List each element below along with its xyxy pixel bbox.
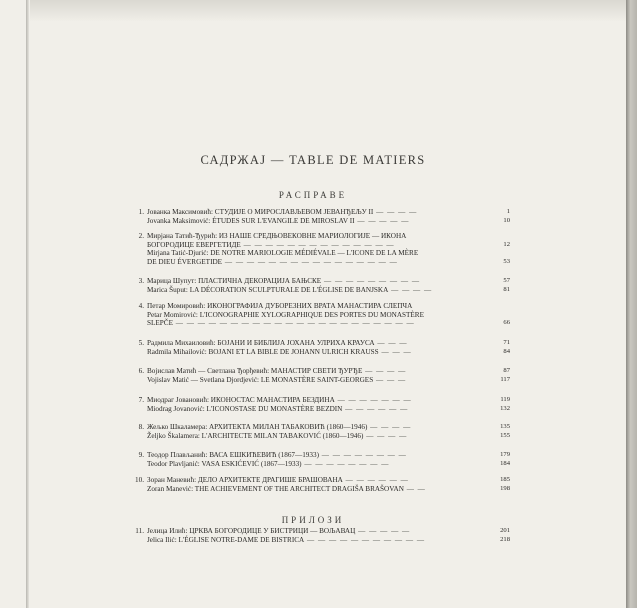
page-number: 71 xyxy=(503,339,510,346)
entry-text: Zoran Manević: THE ACHIEVEMENT OF THE ARCHITECT DRAGIŠA BRAŠOVAN — — xyxy=(147,484,426,493)
entry-number: 1. xyxy=(138,208,144,216)
leader-dashes: — — — — — — — xyxy=(334,396,412,404)
page-number: 132 xyxy=(500,404,510,412)
page-number: 198 xyxy=(500,484,510,492)
page-number: 184 xyxy=(500,459,510,467)
toc-entry xyxy=(135,451,510,468)
toc-line xyxy=(135,249,510,258)
entry-text: Миодраг Јовановић: ИКОНОСТАС МАНАСТИРА БЕЗДИНА — — — — — — — xyxy=(147,396,412,404)
toc-line xyxy=(135,339,510,348)
leader-dashes: — — — — — — — — — — — xyxy=(304,535,426,544)
entry-text: Мирјана Татић-Ђурић: ИЗ НАШЕ СРЕДЊОВЕКОВНЕ МАРИОЛОГИЈЕ — ИКОНА xyxy=(147,232,407,240)
toc-line xyxy=(135,302,510,311)
entry-text: Марица Шупут: ПЛАСТИЧНА ДЕКОРАЦИЈА БАЊСКЕ — — — — — — — — — xyxy=(147,277,421,285)
toc-line xyxy=(135,348,510,357)
toc-entry xyxy=(135,476,510,493)
toc-entry xyxy=(135,527,510,544)
toc-entry xyxy=(135,423,510,440)
toc-line xyxy=(135,432,510,441)
page-top-shadow xyxy=(30,0,626,22)
toc-entry xyxy=(135,302,510,328)
toc-line xyxy=(135,405,510,414)
leader-dashes: — — — xyxy=(373,375,407,384)
entry-text: Jovanka Maksimović: ÉTUDES SUR L'EVANGILE DE MIROSLAV II — — — — — xyxy=(147,216,410,225)
section-heading-articles: РАСПРАВЕ xyxy=(278,190,348,200)
entry-text: Marica Šuput: LA DÉCORATION SCULPTURALE DE L'ÉGLISE DE BANJSKA — — — — xyxy=(147,285,433,294)
toc-line xyxy=(135,286,510,295)
entry-number: 10. xyxy=(135,476,144,484)
page-number: 218 xyxy=(500,535,510,543)
leader-dashes: — — — — — xyxy=(355,527,411,535)
entry-number: 11. xyxy=(135,527,144,535)
toc-line xyxy=(135,527,510,536)
toc-line xyxy=(135,208,510,217)
page-number: 201 xyxy=(500,527,510,534)
entry-number: 2. xyxy=(138,232,144,240)
toc-line xyxy=(135,460,510,469)
entry-text: Petar Momirović: L'ICONOGRAPHIE XYLOGRAPHIQUE DES PORTES DU MONASTÈRE xyxy=(147,310,424,319)
page-number: 185 xyxy=(500,476,510,483)
entry-number: 8. xyxy=(138,423,144,431)
entry-text: Mirjana Tatić-Djurić: DE NOTRE MARIOLOGIE MÉDIÉVALE — L'ICONE DE LA MÈRE xyxy=(147,249,419,258)
toc-line xyxy=(135,232,510,241)
page-title: САДРЖАЈ — TABLE DE MATIERS xyxy=(200,153,426,167)
entry-text: Зоран Маневић: ДЕЛО АРХИТЕКТЕ ДРАГИШЕ БРАШОВАНА — — — — — — xyxy=(147,476,409,484)
page-number: 119 xyxy=(500,396,510,403)
page-number: 53 xyxy=(503,257,510,265)
toc-line xyxy=(135,367,510,376)
leader-dashes: — — — — — — xyxy=(342,404,409,413)
page-number: 1 xyxy=(506,208,510,215)
entry-number: 4. xyxy=(138,302,144,310)
leader-dashes: — — — xyxy=(374,339,408,347)
toc-line xyxy=(135,241,510,250)
toc-entry xyxy=(135,232,510,266)
toc-line xyxy=(135,476,510,485)
toc-line xyxy=(135,277,510,286)
entry-number: 6. xyxy=(138,367,144,375)
toc-entry xyxy=(135,339,510,356)
toc-line xyxy=(135,451,510,460)
toc-entry xyxy=(135,208,510,225)
toc-line xyxy=(135,485,510,494)
leader-dashes: — — — — xyxy=(363,431,408,440)
entry-text: Теодор Плављанић: ВАСА ЕШКИЋЕВИЋ (1867—1933) — — — — — — — — xyxy=(147,451,407,459)
toc-entry xyxy=(135,396,510,413)
entry-text: DE DIEU ÉVERGETIDE — — — — — — — — — — — — — — — — xyxy=(147,257,398,266)
entry-text: Jelica Ilić: L'ÉGLISE NOTRE-DAME DE BISTRICA — — — — — — — — — — — xyxy=(147,535,426,544)
page-number: 66 xyxy=(503,319,510,327)
page-number: 84 xyxy=(503,347,510,355)
toc-line xyxy=(135,311,510,320)
entry-text: Јованка Максимовић: СТУДИЈЕ О МИРОСЛАВЉЕВОМ ЈЕВАНЂЕЉУ II — — — — xyxy=(147,208,418,216)
entry-text: SLEPČE — — — — — — — — — — — — — — — — — — — — — — xyxy=(147,319,415,328)
leader-dashes: — — — — — — — — — — — — — — — — xyxy=(222,257,398,266)
leader-dashes: — — — — — — xyxy=(342,476,409,484)
page-number: 179 xyxy=(500,451,510,458)
page-number: 57 xyxy=(503,277,510,284)
toc-line xyxy=(135,423,510,432)
leader-dashes: — — — — xyxy=(362,367,407,375)
section-heading-appendix: ПРИЛОЗИ xyxy=(281,515,345,525)
entry-text: Radmila Mihailović: BOJANI ET LA BIBLE DE JOHANN ULRICH KRAUSS — — — xyxy=(147,347,412,356)
toc-line xyxy=(135,536,510,545)
entry-text: Željko Škalamera: L'ARCHITECTE MILAN TABAKOVIĆ (1860—1946) — — — — xyxy=(147,431,408,440)
leader-dashes: — — — — xyxy=(367,423,412,431)
toc-entry xyxy=(135,277,510,294)
entry-text: Радмила Михаиловић: БОЈАНИ И БИБЛИЈА ЈОХАНА УЛРИХА КРАУСА — — — xyxy=(147,339,408,347)
leader-dashes: — — — — — — — — xyxy=(301,459,390,468)
page-number: 155 xyxy=(500,431,510,439)
entry-text: Vojislav Matić — Svetlana Djordjević: LE MONASTÈRE SAINT-GEORGES — — — xyxy=(147,375,407,384)
page-number: 135 xyxy=(500,423,510,430)
entry-number: 7. xyxy=(138,396,144,404)
entry-text: Јелица Илић: ЦРКВА БОГОРОДИЦЕ У БИСТРИЦИ — ВОЉАВАЦ — — — — — xyxy=(147,527,411,535)
toc-line xyxy=(135,396,510,405)
entry-text: Петар Момировић: ИКОНОГРАФИЈА ДУБОРЕЗНИХ ВРАТА МАНАСТИРА СЛЕПЧА xyxy=(147,302,413,310)
entry-number: 3. xyxy=(138,277,144,285)
leader-dashes: — — — — — — — — xyxy=(318,451,407,459)
leader-dashes: — — — — — — — — — — — — — — xyxy=(240,240,395,249)
entry-text: Војислав Матић — Светлана Ђорђевић: МАНАСТИР СВЕТИ ЂУРЂЕ — — — — xyxy=(147,367,407,375)
leader-dashes: — — — xyxy=(378,347,412,356)
leader-dashes: — — — — xyxy=(373,208,418,216)
page-number: 87 xyxy=(503,367,510,374)
leader-dashes: — — — — — — — — — — — — — — — — — — — — — — xyxy=(172,319,415,328)
page-number: 117 xyxy=(500,375,510,383)
toc-line xyxy=(135,217,510,226)
entry-text: Жељко Шкаламера: АРХИТЕКТА МИЛАН ТАБАКОВИЋ (1860—1946) — — — — xyxy=(147,423,412,431)
entry-number: 9. xyxy=(138,451,144,459)
leader-dashes: — — — — — — — — — xyxy=(321,277,421,285)
toc-line xyxy=(135,258,510,267)
page-number: 81 xyxy=(503,285,510,293)
toc-line xyxy=(135,376,510,385)
entry-text: Miodrag Jovanović: L'ICONOSTASE DU MONASTÈRE BEZDIN — — — — — — xyxy=(147,404,409,413)
entry-text: Teodor Plavljanić: VASA ESKIĆEVIĆ (1867—1933) — — — — — — — — xyxy=(147,459,390,468)
leader-dashes: — — xyxy=(403,484,426,493)
entry-number: 5. xyxy=(138,339,144,347)
toc-line xyxy=(135,319,510,328)
page-number: 10 xyxy=(503,216,510,224)
leader-dashes: — — — — — xyxy=(354,216,410,225)
page-number: 12 xyxy=(503,240,510,248)
toc-entry xyxy=(135,367,510,384)
book-edge xyxy=(626,0,637,608)
leader-dashes: — — — — xyxy=(388,285,433,294)
entry-text: БОГОРОДИЦЕ ЕВЕРГЕТИДЕ — — — — — — — — — — — — — — xyxy=(147,240,395,249)
